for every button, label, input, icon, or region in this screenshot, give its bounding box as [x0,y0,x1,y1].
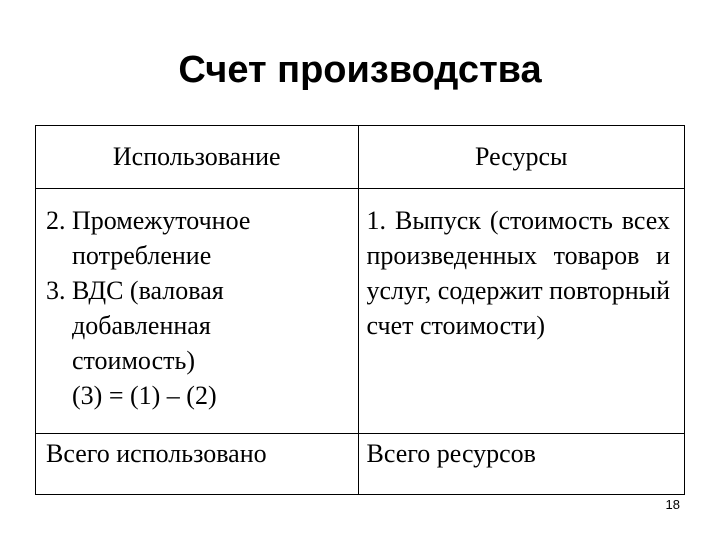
resources-output-text: 1. Выпуск (стоимость всех произведенных товаров и услуг, содержит повторный счет стоимости) [366,206,670,340]
usage-item-continuation: стоимость) [72,346,195,375]
total-usage-label: Всего использовано [46,439,267,468]
usage-item-continuation: потребление [72,241,212,270]
usage-item-label: 3. ВДС (валовая [46,276,224,305]
header-row [36,126,685,189]
usage-item-formula: (3) = (1) – (2) [72,381,217,410]
total-resources-cell [358,434,685,495]
usage-item-gva [36,273,358,413]
usage-item-intermediate [36,203,358,273]
usage-item-label: 2. Промежуточное [46,206,251,235]
resources-cell [358,189,685,434]
totals-row [36,434,685,495]
total-usage-cell [36,434,359,495]
page-number: 18 [665,497,680,512]
slide-title: Счет производства [178,49,542,91]
header-usage: Использование [36,126,359,189]
body-row [36,189,685,434]
usage-cell [36,189,359,434]
usage-item-continuation: добавленная [72,311,211,340]
total-resources-label: Всего ресурсов [366,439,536,468]
production-account-table [35,125,685,495]
header-resources: Ресурсы [358,126,685,189]
